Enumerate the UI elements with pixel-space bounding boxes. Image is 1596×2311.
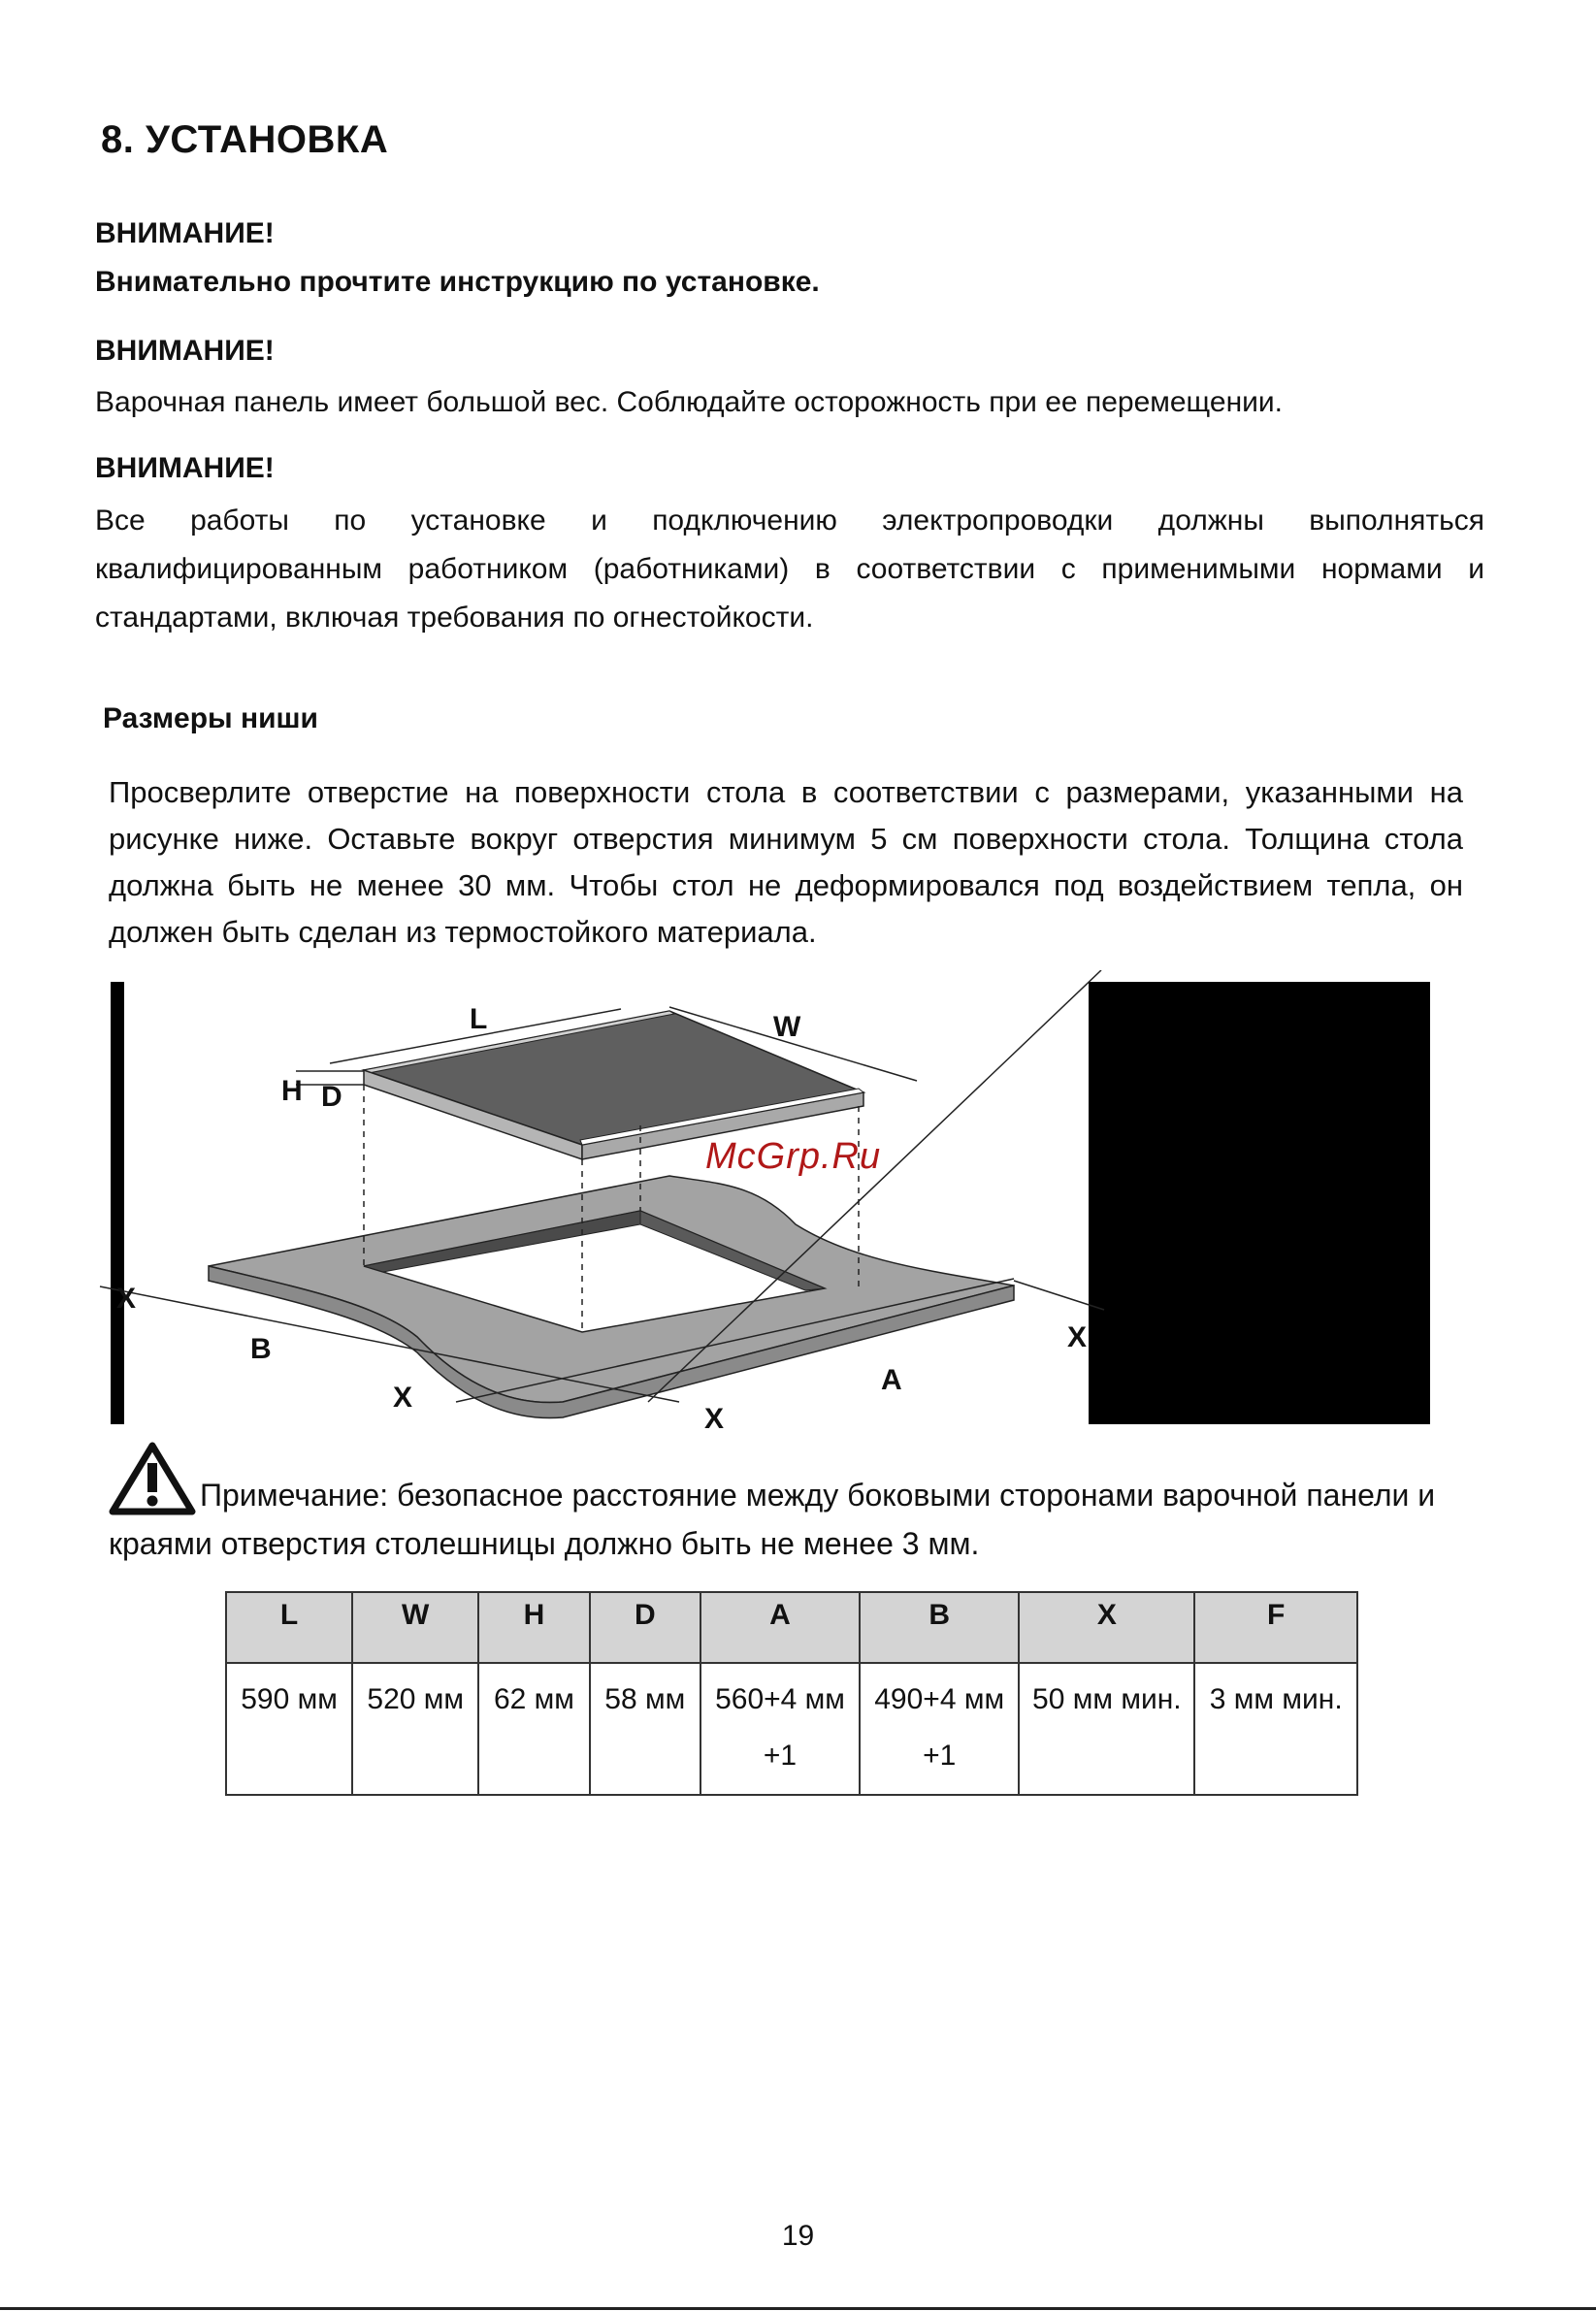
left-border-bar (111, 982, 124, 1424)
warning-label-3: ВНИМАНИЕ! (95, 452, 275, 484)
dim-label-d: D (321, 1081, 342, 1113)
cell-h: 62 мм (478, 1663, 589, 1795)
cell-b: 490+4 мм +1 (860, 1663, 1019, 1795)
niche-title: Размеры ниши (103, 702, 318, 734)
dimensions-table (225, 1591, 1358, 1796)
cell-a: 560+4 мм +1 (700, 1663, 860, 1795)
header-d: D (590, 1592, 700, 1663)
dim-label-a: A (881, 1364, 902, 1396)
cell-d: 58 мм (590, 1663, 700, 1795)
table-header-row (226, 1592, 1357, 1663)
dim-label-l: L (470, 1003, 488, 1035)
warning-label-2: ВНИМАНИЕ! (95, 335, 275, 367)
warning-text-1: Внимательно прочтите инструкцию по установке. (95, 266, 820, 298)
header-w: W (352, 1592, 478, 1663)
header-h: H (478, 1592, 589, 1663)
dim-label-x-left: X (116, 1283, 137, 1315)
dim-label-h: H (281, 1075, 303, 1107)
page-number: 19 (781, 2220, 815, 2252)
dim-label-x-bottom: X (704, 1403, 725, 1435)
dim-label-b: B (250, 1333, 272, 1365)
cell-x: 50 мм мин. (1019, 1663, 1194, 1795)
section-heading: 8. УСТАНОВКА (101, 118, 389, 161)
footer-line (0, 2307, 1596, 2310)
header-f: F (1194, 1592, 1357, 1663)
dim-label-x-bottom-left: X (393, 1382, 413, 1414)
table-row (226, 1663, 1357, 1795)
cell-l: 590 мм (226, 1663, 352, 1795)
installation-diagram (0, 970, 1596, 1436)
header-x: X (1019, 1592, 1194, 1663)
dim-label-x-right: X (1067, 1321, 1088, 1353)
warning-label-1: ВНИМАНИЕ! (95, 217, 275, 249)
warning-text-2: Варочная панель имеет большой вес. Соблюдайте осторожность при ее перемещении. (95, 386, 1284, 418)
niche-text: Просверлите отверстие на поверхности стола в соответствии с размерами, указанными на рисунке ниже. Оставьте вокруг отверстия минимум 5 см поверхности стола. Толщина стола должна быть не менее 30 мм. Чтобы стол не деформировался под воздействием тепла, он должен быть сделан из термостойкого материала. (109, 775, 1463, 949)
header-b: B (860, 1592, 1019, 1663)
note (109, 1442, 1486, 1568)
cell-w: 520 мм (352, 1663, 478, 1795)
header-a: A (700, 1592, 860, 1663)
dim-label-w: W (773, 1011, 801, 1043)
redacted-block (1089, 982, 1430, 1424)
warning-text-3: Все работы по установке и подключению электропроводки должны выполняться квалифицированным работником (работниками) в соответствии с применимыми нормами и стандартами, включая требования по огнестойкости. (95, 505, 1484, 634)
warning-triangle-icon (109, 1442, 196, 1515)
cell-f: 3 мм мин. (1194, 1663, 1357, 1795)
header-l: L (226, 1592, 352, 1663)
note-text: Примечание: безопасное расстояние между боковыми сторонами варочной панели и краями отверстия столешницы должно быть не менее 3 мм. (109, 1478, 1436, 1561)
watermark: McGrp.Ru (705, 1136, 882, 1177)
